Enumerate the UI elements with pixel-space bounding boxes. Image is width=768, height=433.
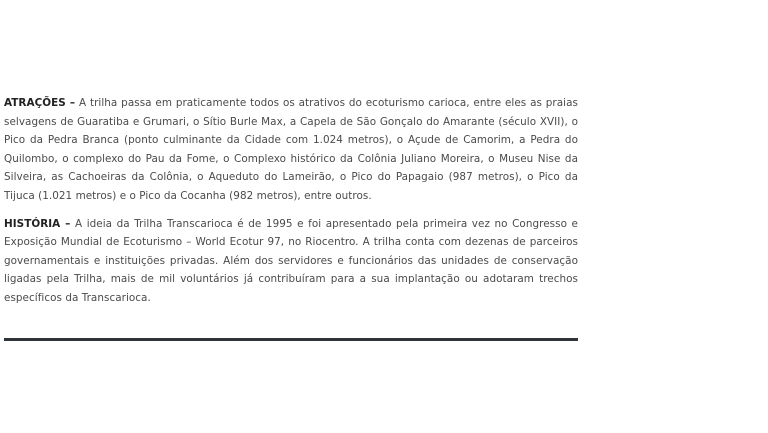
paragraph-text: A trilha passa em praticamente todos os atrativos do ecoturismo carioca, entre eles as praias selvagens de Guaratiba e Grumari, o Sítio Burle Max, a Capela de São Gonçalo do Amarante (século XVII), o Pico da Pedra Branca (ponto culminante da Cidade com 1.024 metros), o Açude de Camorim, a Pedra do Quilombo, o complexo do Pau da Fome, o Complexo histórico da Colônia Juliano Moreira, o Museu Nise da Silveira, as Cachoeiras da Colônia, o Aqueduto do Lameirão, o Pico do Papagaio (987 metros), o Pico da Tijuca (1.021 metros) e o Pico da Cocanha (982 metros), entre outros. — [4, 97, 578, 202]
paragraph-historia — [4, 215, 578, 308]
section-divider — [4, 338, 578, 341]
paragraph-lead: ATRAÇÕES – — [4, 97, 76, 109]
paragraph-text: A ideia da Trilha Transcarioca é de 1995 e foi apresentado pela primeira vez no Congresso e Exposição Mundial de Ecoturismo – World Ecotur 97, no Riocentro. A trilha conta com dezenas de parceiros governamentais e instituições privadas. Além dos servidores e funcionários das unidades de conservação ligadas pela Trilha, mais de mil voluntários já contribuíram para a sua implantação ou adotaram trechos específicos da Transcarioca. — [4, 217, 578, 304]
paragraph-lead: HISTÓRIA – — [4, 217, 71, 230]
article-body — [4, 94, 578, 308]
paragraph-atracoes — [4, 94, 578, 206]
